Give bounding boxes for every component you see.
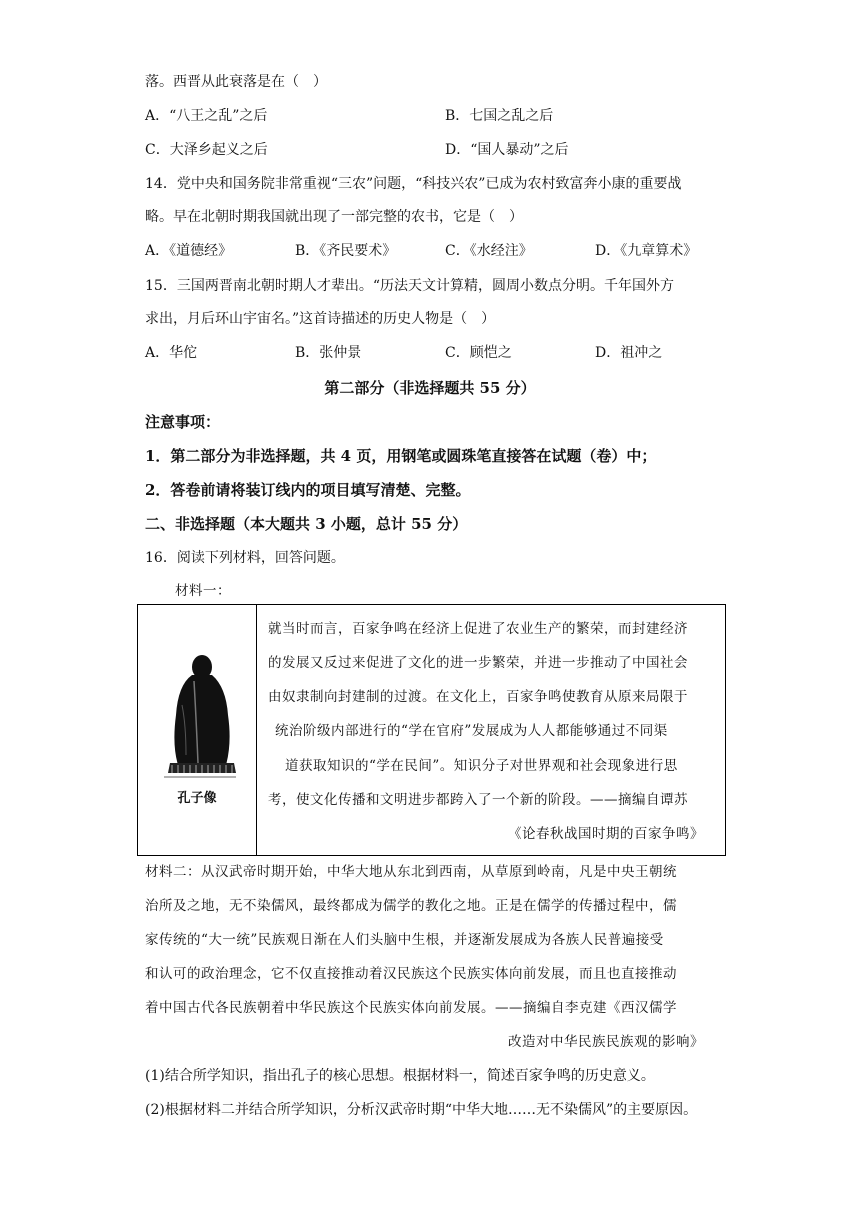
q13-option-c: C．大泽乡起义之后 [145,142,268,158]
q14-stem-line1: 14．党中央和国务院非常重视“三农”问题，“科技兴农”已成为农村致富奔小康的重要战 [145,176,682,192]
portrait-caption: 孔子像 [177,791,217,806]
q15-option-b: B．张仲景 [295,345,362,361]
material-1-source: 《论春秋战国时期的百家争鸣》 [508,826,704,842]
q15-stem-line2: 求出，月后环山宇宙名。”这首诗描述的历史人物是（ ） [145,311,496,327]
q16-subquestion-1: (1)结合所学知识，指出孔子的核心思想。根据材料一，简述百家争鸣的历史意义。 [145,1068,655,1084]
q14-option-a: A．《道德经》 [145,243,233,259]
table-divider [256,605,257,855]
material-2-line-1: 材料二：从汉武帝时期开始，中华大地从东北到西南，从草原到岭南，凡是中央王朝统 [145,864,677,880]
q13-option-b: B．七国之乱之后 [445,108,554,124]
q15-option-d: D．祖冲之 [595,345,663,361]
q15-option-a: A．华佗 [145,345,198,361]
notice-item-2: 2．答卷前请将装订线内的项目填写清楚、完整。 [145,481,471,499]
material-2-line-5: 着中国古代各民族朝着中华民族这个民族实体向前发展。——摘编自李克建《西汉儒学 [145,1000,677,1016]
q16-stem: 16．阅读下列材料，回答问题。 [145,550,345,566]
material-1-line-6: 考，使文化传播和文明进步都跨入了一个新的阶段。——摘编自谭苏 [268,792,688,808]
q15-stem-line1: 15．三国两晋南北朝时期人才辈出。“历法天文计算精，圆周小数点分明。千年国外方 [145,278,674,294]
confucius-portrait [156,645,240,785]
q14-stem-line2: 略。早在北朝时期我国就出现了一部完整的农书，它是（ ） [145,209,523,225]
material-2-line-2: 治所及之地，无不染儒风，最终都成为儒学的教化之地。正是在儒学的传播过程中，儒 [145,898,677,914]
material-1-line-5: 道获取知识的“学在民间”。知识分子对世界观和社会现象进行思 [285,758,678,774]
material-1-line-3: 由奴隶制向封建制的过渡。在文化上，百家争鸣使教育从原来局限于 [268,689,688,705]
material-2-line-4: 和认可的政治理念，它不仅直接推动着汉民族这个民族实体向前发展，而且也直接推动 [145,966,677,982]
q14-option-d: D．《九章算术》 [595,243,698,259]
q16-subquestion-2: (2)根据材料二并结合所学知识，分析汉武帝时期“中华大地……无不染儒风”的主要原因。 [145,1102,698,1118]
q14-option-c: C．《水经注》 [445,243,533,259]
q13-option-a: A．“八王之乱”之后 [145,108,268,124]
notice-item-1: 1．第二部分为非选择题，共 4 页，用钢笔或圆珠笔直接答在试题（卷）中； [145,447,657,465]
material-2-line-3: 家传统的“大一统”民族观日渐在人们头脑中生根，并逐渐发展成为各族人民普遍接受 [145,932,664,948]
q13-option-d: D．“国人暴动”之后 [445,142,569,158]
material-1-line-2: 的发展又反过来促进了文化的进一步繁荣，并进一步推动了中国社会 [268,655,688,671]
q15-option-c: C．顾恺之 [445,345,512,361]
q14-option-b: B．《齐民要术》 [295,243,397,259]
material-1-table [137,604,726,856]
section-heading: 二、非选择题（本大题共 3 小题，总计 55 分） [145,515,468,533]
material-1-label: 材料一： [175,583,231,599]
q13-stem-tail: 落。西晋从此衰落是在（ ） [145,74,327,90]
part2-title: 第二部分（非选择题共 55 分） [324,379,536,397]
material-1-line-1: 就当时而言，百家争鸣在经济上促进了农业生产的繁荣，而封建经济 [268,621,688,637]
material-1-line-4: 统治阶级内部进行的“学在官府”发展成为人人都能够通过不同渠 [275,723,668,739]
material-2-source: 改造对中华民族民族观的影响》 [508,1034,704,1050]
notice-heading: 注意事项： [145,413,221,431]
